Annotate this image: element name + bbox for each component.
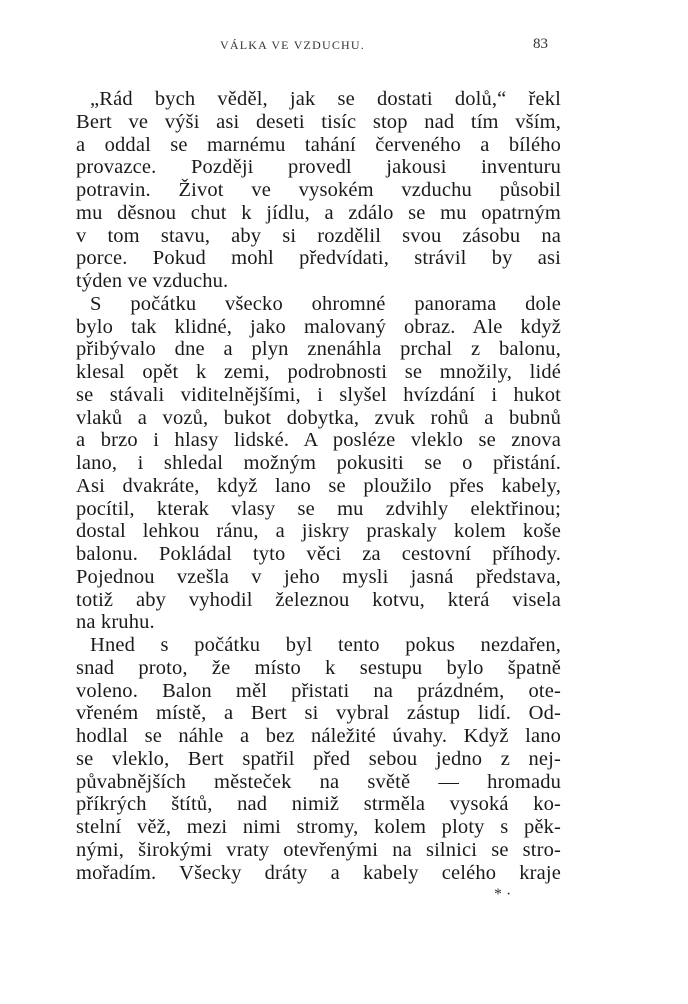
text-line: Asi dvakráte, když lano se ploužilo přes kabely, (76, 474, 561, 497)
text-line: mu děsnou chut k jídlu, a zdálo se mu opatrným (76, 201, 561, 224)
text-line: snad proto, že místo k sestupu bylo špatně (76, 656, 561, 679)
text-line: nými, širokými vraty otevřenými na silnici se stro- (76, 838, 561, 861)
text-line: Pojednou vzešla v jeho mysli jasná představa, (76, 565, 561, 588)
text-line: hodlal se náhle a bez náležité úvahy. Když lano (76, 725, 561, 747)
text-line: mořadím. Všecky dráty a kabely celého kraje (76, 861, 561, 884)
text-line: lano, i shledal možným pokusiti se o přistání. (76, 452, 561, 474)
text-line: vlaků a vozů, bukot dobytka, zvuk rohů a bubnů (76, 406, 561, 429)
text-line: klesal opět k zemi, podrobnosti se množily, lidé (76, 361, 561, 383)
text-line: v tom stavu, aby si rozdělil svou zásobu na (76, 224, 561, 247)
running-head (0, 38, 688, 58)
page-number: 83 (533, 36, 548, 52)
text-line: půvabnějších městeček na světě — hromadu (76, 770, 561, 793)
text-line: voleno. Balon měl přistati na prázdném, ote- (76, 679, 561, 702)
text-line: přibývalo dne a plyn znenáhla prchal z balonu, (76, 338, 561, 361)
text-line: se vleklo, Bert spatřil před sebou jedno z nej- (76, 747, 561, 770)
text-line: na kruhu. (76, 611, 155, 634)
text-line: dostal lehkou ránu, a jiskry praskaly kolem koše (76, 520, 561, 543)
running-title: VÁLKA VE VZDUCHU. (220, 38, 365, 52)
text-line: totiž aby vyhodil železnou kotvu, která visela (76, 588, 561, 611)
text-line: se stávali viditelnějšími, i slyšel hvízdání i hukot (76, 383, 561, 406)
text-line: stelní věž, mezi nimi stromy, kolem ploty s pěk- (76, 816, 561, 838)
text-line: balonu. Pokládal tyto věci za cestovní příhody. (76, 543, 561, 565)
text-line: porce. Pokud mohl předvídati, strávil by asi (76, 247, 561, 270)
text-line: týden ve vzduchu. (76, 270, 229, 292)
text-line: potravin. Život ve vysokém vzduchu působil (76, 179, 561, 201)
signature-mark: * · (494, 886, 512, 903)
text-line: „Rád bych věděl, jak se dostati dolů,“ řekl (90, 88, 561, 110)
text-line: bylo tak klidné, jako malovaný obraz. Ale když (76, 315, 561, 338)
text-line: Hned s počátku byl tento pokus nezdařen, (90, 634, 561, 656)
text-line: příkrých štítů, nad nimiž strměla vysoká ko- (76, 793, 561, 816)
text-line: a oddal se marnému tahání červeného a bílého (76, 133, 561, 156)
text-line: S počátku všecko ohromné panorama dole (90, 292, 561, 315)
text-line: Bert ve výši asi deseti tisíc stop nad tím vším, (76, 110, 561, 133)
body-text (76, 88, 561, 884)
text-line: pocítil, kterak vlasy se mu zdvihly elektřinou; (76, 497, 561, 520)
text-line: provazce. Později provedl jakousi inventuru (76, 156, 561, 179)
text-line: a brzo i hlasy lidské. A posléze vleklo se znova (76, 429, 561, 452)
text-line: vřeném místě, a Bert si vybral zástup lidí. Od- (76, 702, 561, 725)
